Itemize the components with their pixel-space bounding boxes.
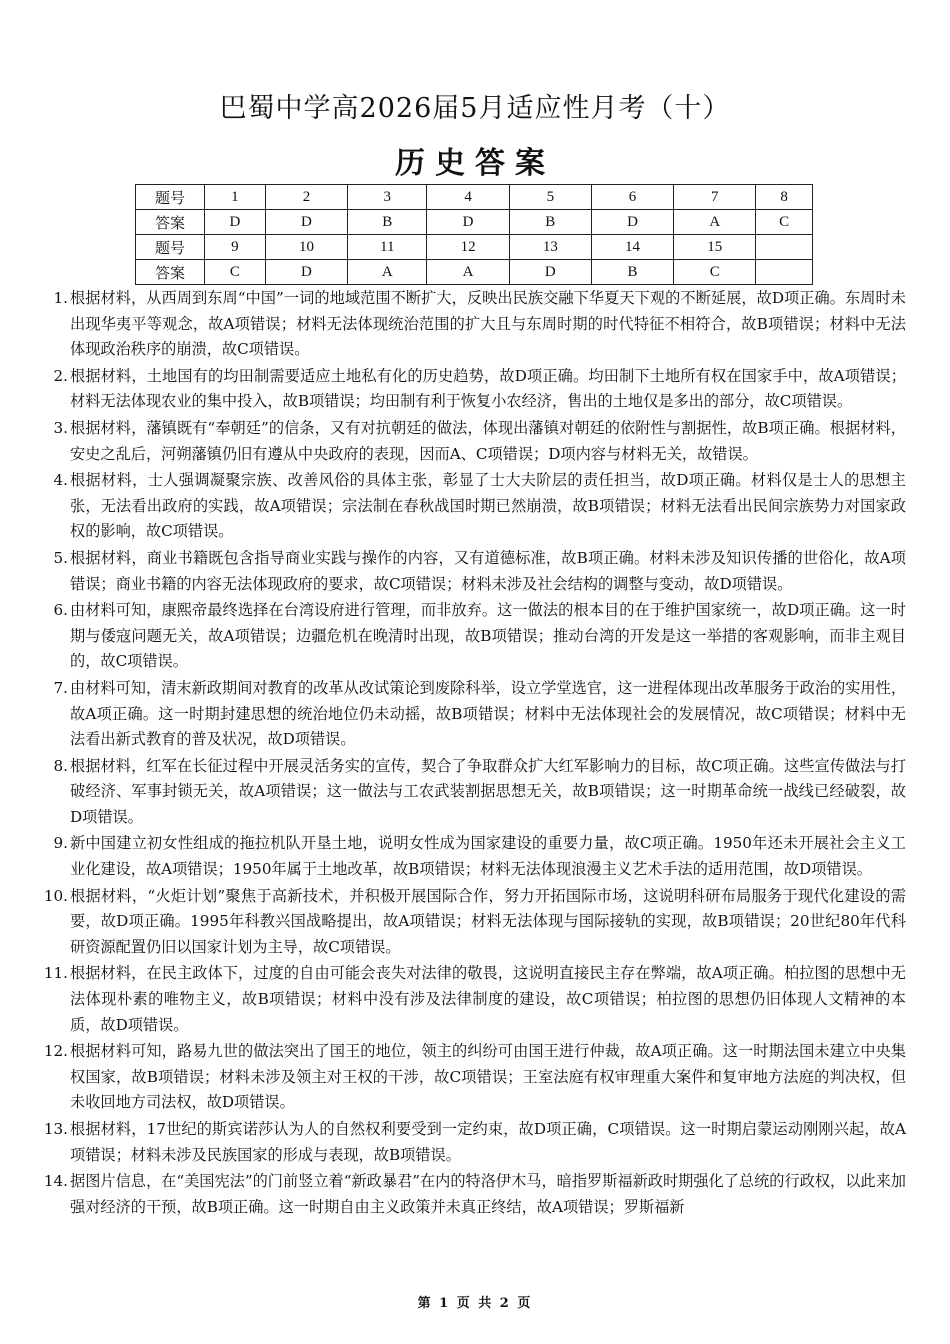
explanation-number: 7. [53, 678, 68, 697]
explanation-text: 根据材料，士人强调凝聚宗族、改善风俗的具体主张，彰显了士大夫阶层的责任担当，故D项正确。材料仅是士人的思想主张，无法看出政府的实践，故A项错误；宗法制在春秋战国时期已然崩溃，故B项错误；材料无法看出民间宗族势力对国家政权的影响，故C项错误。 [70, 471, 906, 541]
explanation-text: 由材料可知，清末新政期间对教育的改革从改试策论到废除科举，设立学堂选官，这一进程体现出改革服务于政治的实用性，故A项正确。这一时期封建思想的统治地位仍未动摇，故B项错误；材料中无法体现社会的发展情况，故C项错误；材料中无法看出新式教育的普及状况，故D项错误。 [70, 678, 906, 749]
answer-table-cell: D [265, 260, 347, 285]
explanation-text: 根据材料，商业书籍既包含指导商业实践与操作的内容，又有道德标准，故B项正确。材料未涉及知识传播的世俗化，故A项错误；商业书籍的内容无法体现政府的要求，故C项错误；材料未涉及社会结构的调整与变动，故D项错误。 [70, 548, 906, 593]
explanation-number: 13. [43, 1120, 68, 1138]
explanation-text: 根据材料，藩镇既有“奉朝廷”的信条，又有对抗朝廷的做法，体现出藩镇对朝廷的依附性与割据性，故B项正确。根据材料，安史之乱后，河朔藩镇仍旧有遵从中央政府的表现，因而A、C项错误；D项内容与材料无关，故错误。 [70, 418, 906, 463]
answer-table-cell: 8 [756, 185, 813, 210]
explanation-number: 3. [53, 418, 68, 437]
answer-table-row [136, 185, 813, 210]
answer-table-cell: 6 [591, 185, 673, 210]
answer-table-cell [756, 235, 813, 260]
answer-table [135, 184, 813, 285]
explanation-number: 6. [53, 601, 68, 620]
explanation-item [40, 416, 906, 467]
answer-table-cell: 7 [674, 185, 756, 210]
answer-table-cell [756, 260, 813, 285]
explanation-item [40, 1039, 906, 1116]
answer-table-cell: 2 [265, 185, 347, 210]
explanation-number: 4. [53, 471, 68, 490]
explanation-number: 5. [53, 548, 68, 567]
explanation-item [40, 884, 906, 961]
answer-table-cell: A [427, 260, 509, 285]
explanation-item [40, 676, 906, 753]
explanation-number: 2. [53, 366, 68, 385]
explanation-text: 根据材料，17世纪的斯宾诺莎认为人的自然权利要受到一定约束，故D项正确，C项错误。这一时期启蒙运动刚刚兴起，故A项错误；材料未涉及民族国家的形成与表现，故B项错误。 [70, 1120, 906, 1164]
explanation-item [40, 754, 906, 831]
explanation-number: 8. [53, 756, 68, 775]
explanation-text: 由材料可知，康熙帝最终选择在台湾设府进行管理，而非放弃。这一做法的根本目的在于维护国家统一，故D项正确。这一时期与倭寇问题无关，故A项错误；边疆危机在晚清时出现，故B项错误；推动台湾的开发是这一举措的客观影响，而非主观目的，故C项错误。 [70, 601, 906, 671]
answer-table-row-label: 答案 [136, 260, 205, 285]
answer-table-cell: 5 [509, 185, 591, 210]
page-title: 巴蜀中学高2026届5月适应性月考（十） [219, 93, 731, 124]
explanation-text: 根据材料，在民主政体下，过度的自由可能会丧失对法律的敬畏，这说明直接民主存在弊端，故A项正确。柏拉图的思想中无法体现朴素的唯物主义，故B项错误；材料中没有涉及法律制度的建设，故C项错误；柏拉图的思想仍旧体现人文精神的本质，故D项错误。 [70, 964, 906, 1034]
explanation-text: 新中国建立初女性组成的拖拉机队开垦土地，说明女性成为国家建设的重要力量，故C项正确。1950年还未开展社会主义工业化建设，故A项错误；1950年属于土地改革，故B项错误；材料无法体现浪漫主义艺术手法的适用范围，故D项错误。 [70, 834, 906, 879]
answer-table-row [136, 260, 813, 285]
answer-table-cell: A [674, 210, 756, 235]
answer-table-cell: 4 [427, 185, 509, 210]
answer-table-cell: B [509, 210, 591, 235]
answer-table-cell: D [427, 210, 509, 235]
explanation-item [40, 468, 906, 545]
answer-table-cell: C [205, 260, 266, 285]
answer-table-cell: 9 [205, 235, 266, 260]
answer-table-cell: B [591, 260, 673, 285]
answer-table-cell: 1 [205, 185, 266, 210]
page-subtitle: 历史答案 [395, 146, 555, 181]
page-footer: 第 1 页 共 2 页 [417, 1296, 533, 1311]
answer-table-cell: 3 [348, 185, 427, 210]
explanation-text: 根据材料，红军在长征过程中开展灵活务实的宣传，契合了争取群众扩大红军影响力的目标，故C项正确。这些宣传做法与打破经济、军事封锁无关，故A项错误；这一做法与工农武装割据思想无关，故B项错误；这一时期革命统一战线已经破裂，故D项错误。 [70, 756, 906, 826]
answer-table-cell: 12 [427, 235, 509, 260]
explanation-text: 根据材料，“火炬计划”聚焦于高新技术，并积极开展国际合作，努力开拓国际市场，这说明科研布局服务于现代化建设的需要，故D项正确。1995年科教兴国战略提出，故A项错误；材料无法体现与国际接轨的实现，故B项错误；20世纪80年代科研资源配置仍旧以国家计划为主导，故C项错误。 [70, 886, 906, 956]
answer-table-row-label: 题号 [136, 235, 205, 260]
answer-table-cell: 15 [674, 235, 756, 260]
explanation-number: 1. [53, 289, 68, 307]
explanation-item [40, 364, 906, 415]
explanation-number: 14. [43, 1172, 68, 1191]
answer-table-row [136, 235, 813, 260]
explanation-text: 根据材料可知，路易九世的做法突出了国王的地位，领主的纠纷可由国王进行仲裁，故A项正确。这一时期法国未建立中央集权国家，故B项错误；材料未涉及领主对王权的干涉，故C项错误；王室法庭有权审理重大案件和复审地方法庭的判决权，但未收回地方司法权，故D项错误。 [70, 1042, 906, 1112]
explanation-text: 据图片信息，在“美国宪法”的门前竖立着“新政暴君”在内的特洛伊木马，暗指罗斯福新政时期强化了总统的行政权，以此来加强对经济的干预，故B项正确。这一时期自由主义政策并未真正终结，故A项错误；罗斯福新 [70, 1172, 906, 1216]
answer-table-cell: A [348, 260, 427, 285]
explanation-number: 9. [53, 834, 68, 853]
answer-table-cell: 11 [348, 235, 427, 260]
answer-table-row-label: 答案 [136, 210, 205, 235]
answer-table-cell: C [674, 260, 756, 285]
explanation-item [40, 546, 906, 597]
explanation-number: 12. [43, 1042, 68, 1061]
answer-table-cell: 14 [591, 235, 673, 260]
explanation-text: 根据材料，从西周到东周“中国”一词的地域范围不断扩大，反映出民族交融下华夏天下观的不断延展，故D项正确。东周时未出现华夷平等观念，故A项错误；材料无法体现统治范围的扩大且与东周时期的时代特征不相符合，故B项错误；材料中无法体现政治秩序的崩溃，故C项错误。 [70, 289, 906, 359]
explanation-item [40, 831, 906, 882]
answer-table-cell: 13 [509, 235, 591, 260]
explanation-item [40, 1169, 906, 1220]
answer-table-cell: D [591, 210, 673, 235]
explanation-item [40, 1117, 906, 1168]
answer-table-row [136, 210, 813, 235]
explanation-item [40, 961, 906, 1038]
answer-table-cell: B [348, 210, 427, 235]
explanation-number: 10. [43, 886, 68, 905]
answer-table-cell: 10 [265, 235, 347, 260]
explanation-text: 根据材料，土地国有的均田制需要适应土地私有化的历史趋势，故D项正确。均田制下土地所有权在国家手中，故A项错误；材料无法体现农业的集中投入，故B项错误；均田制有利于恢复小农经济，售出的土地仅是多出的部分，故C项错误。 [70, 366, 906, 411]
answer-table-cell: D [205, 210, 266, 235]
explanation-item [40, 598, 906, 675]
answer-table-cell: C [756, 210, 813, 235]
answer-table-cell: D [265, 210, 347, 235]
explanation-item [40, 286, 906, 363]
explanation-list [40, 286, 906, 1221]
answer-table-cell: D [509, 260, 591, 285]
explanation-number: 11. [43, 964, 68, 983]
answer-table-row-label: 题号 [136, 185, 205, 210]
